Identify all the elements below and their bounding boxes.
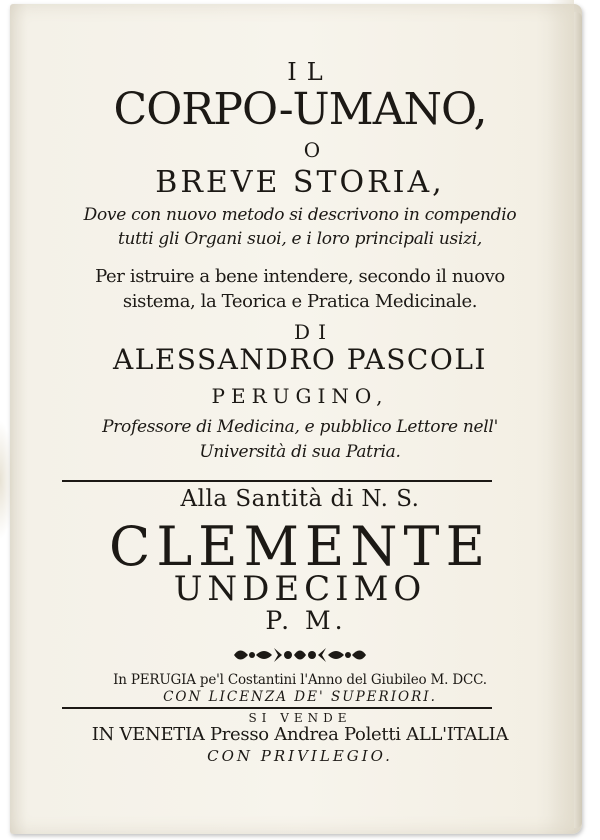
author-di: DI xyxy=(294,320,334,344)
pope-title: P. M. xyxy=(265,606,347,635)
purpose-line-2: sistema, la Teorica e Pratica Medicinale. xyxy=(122,291,478,312)
pope-ordinal: UNDECIMO xyxy=(173,569,427,609)
purpose-line-1: Per istruire a bene intendere, secondo il nuovo xyxy=(95,266,505,287)
title-il: IL xyxy=(287,58,333,86)
author-origin: PERUGINO, xyxy=(211,384,389,408)
imprint-line-2: CON LICENZA DE' SUPERIORI. xyxy=(163,689,437,705)
sale-notice: SI VENDE xyxy=(248,711,352,725)
privilege: CON PRIVILEGIO. xyxy=(207,747,393,765)
description-line-1: Dove con nuovo metodo si descrivono in compendio xyxy=(83,205,517,225)
description-line-2: tutti gli Organi suoi, e i loro principali usizi, xyxy=(117,229,483,249)
imprint-line-1: In PERUGIA pe'l Costantini l'Anno del Giubileo M. DCC. xyxy=(113,672,487,688)
rule-bottom xyxy=(62,707,492,709)
pope-name: CLEMENTE xyxy=(109,515,491,578)
venice-imprint: IN VENETIA Presso Andrea Poletti ALL'ITALIA xyxy=(91,724,509,745)
title-corpo-umano: CORPO-UMANO, xyxy=(113,84,487,135)
title-o: O xyxy=(303,138,321,162)
printer-ornament xyxy=(0,644,600,670)
author-role-line-2: Università di sua Patria. xyxy=(199,442,401,462)
author-name: ALESSANDRO PASCOLI xyxy=(113,343,487,376)
title-breve-storia: BREVE STORIA, xyxy=(155,165,445,200)
dedication: Alla Santità di N. S. xyxy=(180,486,420,512)
rule-top xyxy=(62,480,492,482)
author-role-line-1: Professore di Medicina, e pubblico Lettore nell' xyxy=(102,417,498,437)
